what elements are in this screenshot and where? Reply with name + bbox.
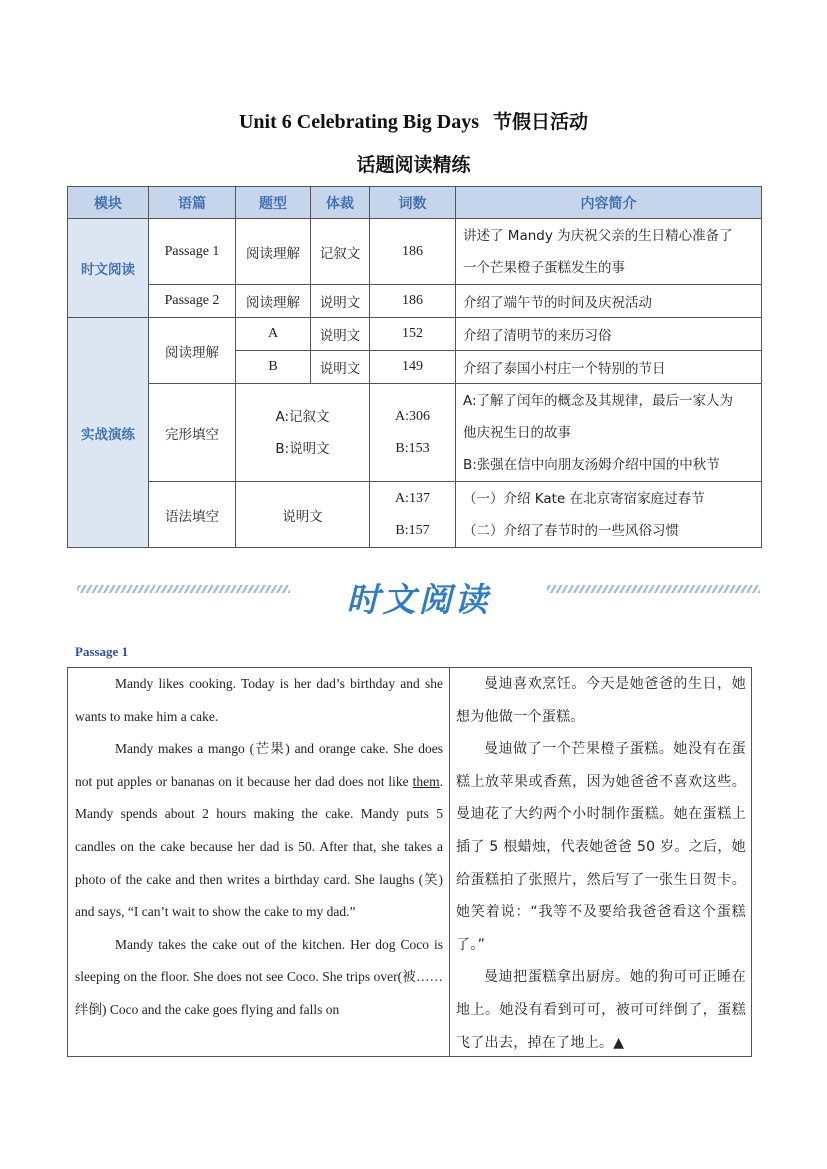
passage-label: Passage 1 (75, 644, 129, 659)
passage-box (67, 667, 752, 1057)
table-row (68, 318, 762, 351)
overview-table (67, 186, 762, 548)
cell-part: B (236, 351, 311, 384)
table-row (68, 285, 762, 318)
cell-task: 阅读理解 (149, 318, 236, 384)
header-question-type: 题型 (236, 187, 311, 219)
words-line: B:157 (395, 522, 430, 538)
summary-line: 讲述了 Mandy 为庆祝父亲的生日精心准备了 (463, 227, 733, 244)
table-row (68, 219, 762, 285)
summary-line: 他庆祝生日的故事 (463, 424, 571, 441)
cell-summary (456, 219, 762, 285)
cell-type: 阅读理解 (236, 285, 311, 318)
chinese-translation (456, 668, 746, 1057)
cell-words (370, 482, 456, 548)
section-banner (77, 574, 760, 634)
underlined-word: them (412, 773, 440, 789)
cell-genre: 说明文 (311, 318, 370, 351)
header-summary: 内容简介 (456, 187, 762, 219)
cell-words: 186 (370, 219, 456, 285)
words-line: A:137 (395, 490, 430, 506)
cell-words (370, 384, 456, 482)
zh-paragraph: 曼迪把蛋糕拿出厨房。她的狗可可正睡在地上。她没有看到可可，被可可绊倒了，蛋糕飞了出去，掉在了地上。▲ (456, 969, 746, 1051)
module-current-reading: 时文阅读 (68, 219, 149, 318)
zh-paragraph: 曼迪喜欢烹饪。今天是她爸爸的生日，她想为他做一个蛋糕。 (456, 676, 746, 725)
cell-genre: 说明文 (311, 285, 370, 318)
english-text (75, 668, 443, 1027)
summary-line: （一）介绍 Kate 在北京寄宿家庭过春节 (463, 490, 705, 507)
cell-genre: 记叙文 (311, 219, 370, 285)
header-word-count: 词数 (370, 187, 456, 219)
en-paragraph: Mandy likes cooking. Today is her dad’s birthday and she wants to make him a cake. (75, 676, 443, 724)
header-genre: 体裁 (311, 187, 370, 219)
summary-line: B:张强在信中向朋友汤姆介绍中国的中秋节 (463, 456, 720, 473)
document-title (0, 107, 827, 134)
cell-genre: 说明文 (236, 482, 370, 548)
cell-passage: Passage 1 (149, 219, 236, 285)
cell-summary (456, 482, 762, 548)
cell-words: 186 (370, 285, 456, 318)
summary-line: A:了解了闰年的概念及其规律，最后一家人为 (463, 392, 734, 409)
table-row (68, 384, 762, 482)
cell-summary: 介绍了端午节的时间及庆祝活动 (456, 285, 762, 318)
cell-passage: Passage 2 (149, 285, 236, 318)
summary-line: （二）介绍了春节时的一些风俗习惯 (463, 522, 679, 539)
cell-task: 语法填空 (149, 482, 236, 548)
document-subtitle: 话题阅读精练 (356, 154, 471, 176)
zh-paragraph: 曼迪做了一个芒果橙子蛋糕。她没有在蛋糕上放苹果或香蕉，因为她爸爸不喜欢这些。曼迪花了大约两个小时制作蛋糕。她在蛋糕上插了 5 根蜡烛，代表她爸爸 50 岁。之后，她给蛋糕拍了张照片，然后写了一张生日贺卡。她笑着说：“我等不及要给我爸爸看这个蛋糕了。” (456, 741, 746, 953)
cell-task: 完形填空 (149, 384, 236, 482)
cell-summary: 介绍了清明节的来历习俗 (456, 318, 762, 351)
header-passage: 语篇 (149, 187, 236, 219)
cell-type: 阅读理解 (236, 219, 311, 285)
header-module: 模块 (68, 187, 149, 219)
cell-genre (236, 384, 370, 482)
en-paragraph: Mandy takes the cake out of the kitchen. Her dog Coco is sleeping on the floor. She does not see Coco. She trips over(被……绊倒) Coco and the cake goes flying and falls on (75, 936, 443, 1017)
words-line: A:306 (395, 408, 430, 424)
cell-part: A (236, 318, 311, 351)
words-line: B:153 (395, 440, 430, 456)
en-paragraph: Mandy makes a mango (芒果) and orange cake. She does not put apples or bananas on it because her dad does not like them. Mandy spends about 2 hours making the cake. Mandy puts 5 candles on the cake because her dad is 50. After that, she takes a photo of the cake and then writes a birthday card. She laughs (笑) and says, “I can’t wait to show the cake to my dad.” (75, 741, 443, 920)
overview-header-row (68, 187, 762, 219)
genre-line: B:说明文 (275, 440, 330, 457)
table-row (68, 482, 762, 548)
section-title: 时文阅读 (346, 580, 491, 619)
genre-line: A:记叙文 (275, 408, 330, 425)
cell-words: 152 (370, 318, 456, 351)
cell-words: 149 (370, 351, 456, 384)
title-chinese: 节假日活动 (492, 111, 588, 133)
column-divider (449, 668, 450, 1056)
cell-genre: 说明文 (311, 351, 370, 384)
summary-line: 一个芒果橙子蛋糕发生的事 (463, 259, 625, 276)
module-practice: 实战演练 (68, 318, 149, 548)
cell-summary (456, 384, 762, 482)
cell-summary: 介绍了泰国小村庄一个特别的节日 (456, 351, 762, 384)
title-english: Unit 6 Celebrating Big Days (238, 111, 479, 133)
